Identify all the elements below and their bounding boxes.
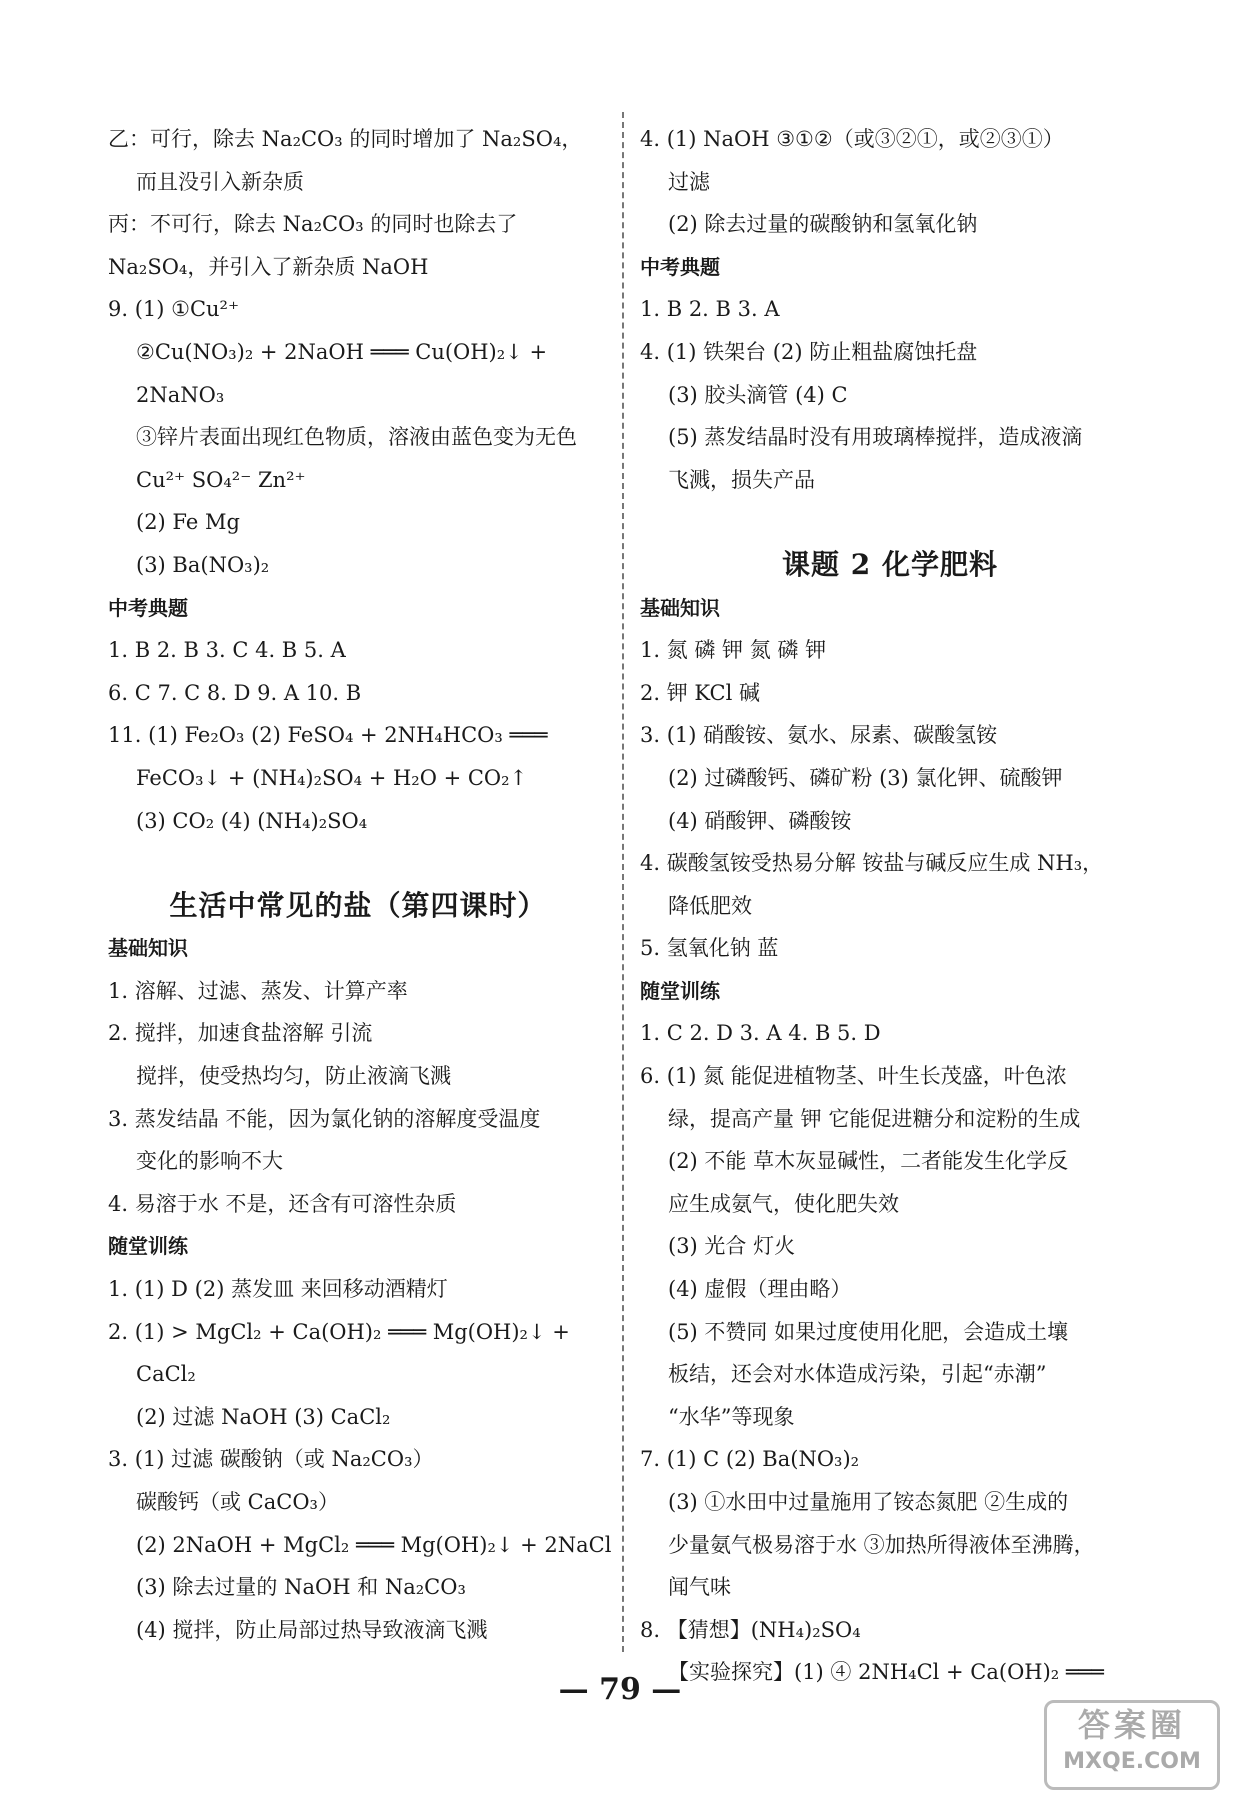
answer-line: 2NaNO₃ <box>136 382 225 407</box>
answer-line: (2) 过磷酸钙、磷矿粉 (3) 氯化钾、硫酸钾 <box>668 765 1063 790</box>
answer-line: 降低肥效 <box>668 893 752 918</box>
answer-line: Cu²⁺ SO₄²⁻ Zn²⁺ <box>136 467 306 492</box>
answer-line: 碳酸钙（或 CaCO₃） <box>136 1490 339 1514</box>
answer-line: (2) 不能 草木灰显碱性，二者能发生化学反 <box>668 1149 1069 1174</box>
answer-line: 1. (1) D (2) 蒸发皿 来回移动酒精灯 <box>108 1277 448 1302</box>
answer-line: 8. 【猜想】(NH₄)₂SO₄ <box>640 1617 861 1642</box>
section-heading: 中考典题 <box>108 595 188 620</box>
answer-line: 2. (1) > MgCl₂ + Ca(OH)₂ ═══ Mg(OH)₂↓ + <box>108 1319 570 1344</box>
answer-line: 4. 碳酸氢铵受热易分解 铵盐与碱反应生成 NH₃， <box>640 851 1104 876</box>
answer-line: 3. (1) 过滤 碳酸钠（或 Na₂CO₃） <box>108 1447 434 1472</box>
answer-line: (4) 搅拌，防止局部过热导致液滴飞溅 <box>136 1617 488 1642</box>
answer-line: (3) Ba(NO₃)₂ <box>136 552 270 577</box>
answer-line: (3) 光合 灯火 <box>668 1234 796 1259</box>
answer-line: ③锌片表面出现红色物质，溶液由蓝色变为无色 <box>136 425 577 450</box>
answer-line: 1. 氮 磷 钾 氮 磷 钾 <box>640 638 827 663</box>
answer-line: 板结，还会对水体造成污染，引起“赤潮” <box>668 1362 1047 1387</box>
column-divider <box>622 112 624 1652</box>
answer-line: 3. 蒸发结晶 不能，因为氯化钠的溶解度受温度 <box>108 1106 541 1131</box>
answer-line: (3) CO₂ (4) (NH₄)₂SO₄ <box>136 808 368 833</box>
answer-line: 7. (1) C (2) Ba(NO₃)₂ <box>640 1447 860 1472</box>
answer-line: 搅拌，使受热均匀，防止液滴飞溅 <box>136 1064 451 1089</box>
lesson-title: 生活中常见的盐（第四课时） <box>169 888 547 922</box>
answer-line: 1. C 2. D 3. A 4. B 5. D <box>640 1021 881 1046</box>
answer-line: 绿，提高产量 钾 它能促进糖分和淀粉的生成 <box>668 1106 1081 1131</box>
answer-line: (3) ①水田中过量施用了铵态氮肥 ②生成的 <box>668 1490 1069 1514</box>
answer-line: 3. (1) 硝酸铵、氨水、尿素、碳酸氢铵 <box>640 723 998 748</box>
section-heading: 基础知识 <box>640 595 720 620</box>
answer-line: 2. 搅拌，加速食盐溶解 引流 <box>108 1021 373 1046</box>
answer-line: 变化的影响不大 <box>136 1149 283 1174</box>
answer-line: (5) 蒸发结晶时没有用玻璃棒搅拌，造成液滴 <box>668 425 1083 450</box>
answer-line: 6. (1) 氮 能促进植物茎、叶生长茂盛，叶色浓 <box>640 1064 1067 1089</box>
section-heading: 中考典题 <box>640 254 720 279</box>
watermark-logo <box>1044 1700 1220 1790</box>
spacer <box>108 842 608 885</box>
answer-line: CaCl₂ <box>136 1362 196 1387</box>
answer-line: 过滤 <box>668 169 710 194</box>
answer-line: Na₂SO₄，并引入了新杂质 NaOH <box>108 254 429 279</box>
answer-line: 少量氨气极易溶于水 ③加热所得液体至沸腾， <box>668 1532 1095 1557</box>
watermark-url: MXQE.COM <box>1063 1749 1201 1774</box>
answer-line: (4) 硝酸钾、磷酸铵 <box>668 808 852 833</box>
answer-line: 9. (1) ①Cu²⁺ <box>108 297 240 322</box>
answer-line: 丙：不可行，除去 Na₂CO₃ 的同时也除去了 <box>108 212 518 237</box>
answer-line: 1. 溶解、过滤、蒸发、计算产率 <box>108 978 408 1003</box>
answer-line: 1. B 2. B 3. C 4. B 5. A <box>108 638 346 663</box>
spacer <box>640 501 1140 544</box>
answer-line: 飞溅，损失产品 <box>668 467 815 492</box>
right-column <box>640 118 1140 1694</box>
answer-line: 4. (1) 铁架台 (2) 防止粗盐腐蚀托盘 <box>640 339 978 364</box>
answer-line: 应生成氨气，使化肥失效 <box>668 1191 899 1216</box>
answer-line: (3) 除去过量的 NaOH 和 Na₂CO₃ <box>136 1575 466 1600</box>
answer-line: 6. C 7. C 8. D 9. A 10. B <box>108 680 362 705</box>
answer-line: (3) 胶头滴管 (4) C <box>668 382 848 407</box>
answer-line: “水华”等现象 <box>668 1404 795 1429</box>
answer-line: 而且没引入新杂质 <box>136 169 304 194</box>
answer-line: (5) 不赞同 如果过度使用化肥，会造成土壤 <box>668 1319 1069 1344</box>
answer-line: (2) 除去过量的碳酸钠和氢氧化钠 <box>668 212 978 237</box>
answer-line: 4. 易溶于水 不是，还含有可溶性杂质 <box>108 1191 457 1216</box>
lesson-title: 课题 2 化学肥料 <box>782 547 998 581</box>
answer-line: 5. 氢氧化钠 蓝 <box>640 936 779 961</box>
answer-line: 闻气味 <box>668 1575 731 1600</box>
answer-line: 4. (1) NaOH ③①②（或③②①，或②③①） <box>640 127 1064 151</box>
watermark-text: 答案圈 <box>1077 1706 1186 1744</box>
section-heading: 随堂训练 <box>108 1234 188 1259</box>
answer-line: (2) Fe Mg <box>136 510 240 535</box>
section-heading: 基础知识 <box>108 936 188 961</box>
answer-line: 乙：可行，除去 Na₂CO₃ 的同时增加了 Na₂SO₄， <box>108 127 583 151</box>
answer-line: (2) 2NaOH + MgCl₂ ═══ Mg(OH)₂↓ + 2NaCl <box>136 1532 612 1557</box>
left-column <box>108 118 612 1651</box>
page-number: — 79 — <box>558 1672 682 1707</box>
answer-line: FeCO₃↓ + (NH₄)₂SO₄ + H₂O + CO₂↑ <box>136 765 528 790</box>
section-heading: 随堂训练 <box>640 978 720 1003</box>
answer-line: 1. B 2. B 3. A <box>640 297 780 322</box>
answer-line: 2. 钾 KCl 碱 <box>640 680 760 705</box>
answer-line: 11. (1) Fe₂O₃ (2) FeSO₄ + 2NH₄HCO₃ ═══ <box>108 723 548 748</box>
answer-line: 【实验探究】(1) ④ 2NH₄Cl + Ca(OH)₂ ═══ <box>668 1660 1104 1685</box>
answer-line: (4) 虚假（理由略） <box>668 1277 852 1302</box>
answer-line: (2) 过滤 NaOH (3) CaCl₂ <box>136 1404 391 1429</box>
answer-line: ②Cu(NO₃)₂ + 2NaOH ═══ Cu(OH)₂↓ + <box>136 339 548 364</box>
